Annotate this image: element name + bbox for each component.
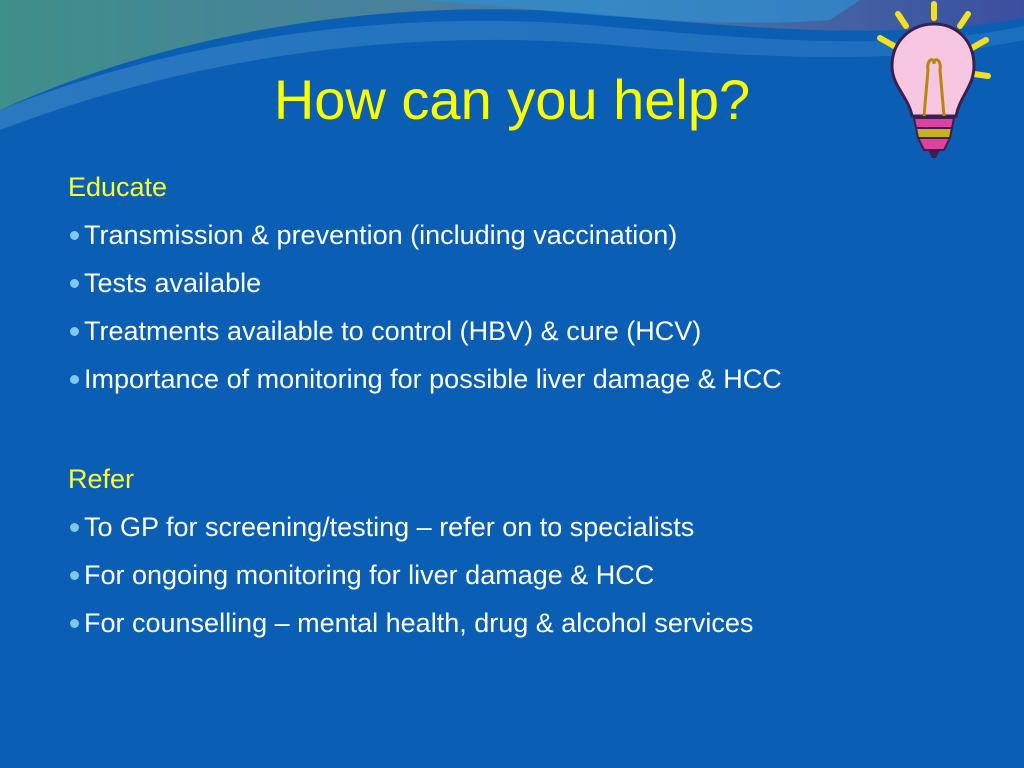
slide-body <box>68 166 988 650</box>
bullet-icon <box>70 523 79 532</box>
section-heading-refer: Refer <box>68 464 135 494</box>
list-item <box>68 310 988 358</box>
list-item-text: For ongoing monitoring for liver damage & HCC <box>84 560 655 590</box>
list-item <box>68 602 988 650</box>
list-item <box>68 214 988 262</box>
list-item-text: Transmission & prevention (including vaccination) <box>84 220 678 250</box>
list-item-text: To GP for screening/testing – refer on to specialists <box>84 512 695 542</box>
list-item <box>68 554 988 602</box>
list-item-text: For counselling – mental health, drug & alcohol services <box>84 608 754 638</box>
bullet-icon <box>70 231 79 240</box>
bullet-icon <box>70 571 79 580</box>
bullet-icon <box>70 279 79 288</box>
list-item <box>68 358 988 406</box>
section-spacer <box>68 406 988 458</box>
list-item <box>68 506 988 554</box>
list-item-text: Treatments available to control (HBV) & cure (HCV) <box>84 316 702 346</box>
slide-title: How can you help? <box>273 68 751 131</box>
bullet-icon <box>70 327 79 336</box>
bullet-icon <box>70 619 79 628</box>
list-item-text: Tests available <box>84 268 262 298</box>
list-item-text: Importance of monitoring for possible liver damage & HCC <box>84 364 782 394</box>
section-heading-educate: Educate <box>68 172 168 202</box>
bullet-icon <box>70 375 79 384</box>
list-item <box>68 262 988 310</box>
